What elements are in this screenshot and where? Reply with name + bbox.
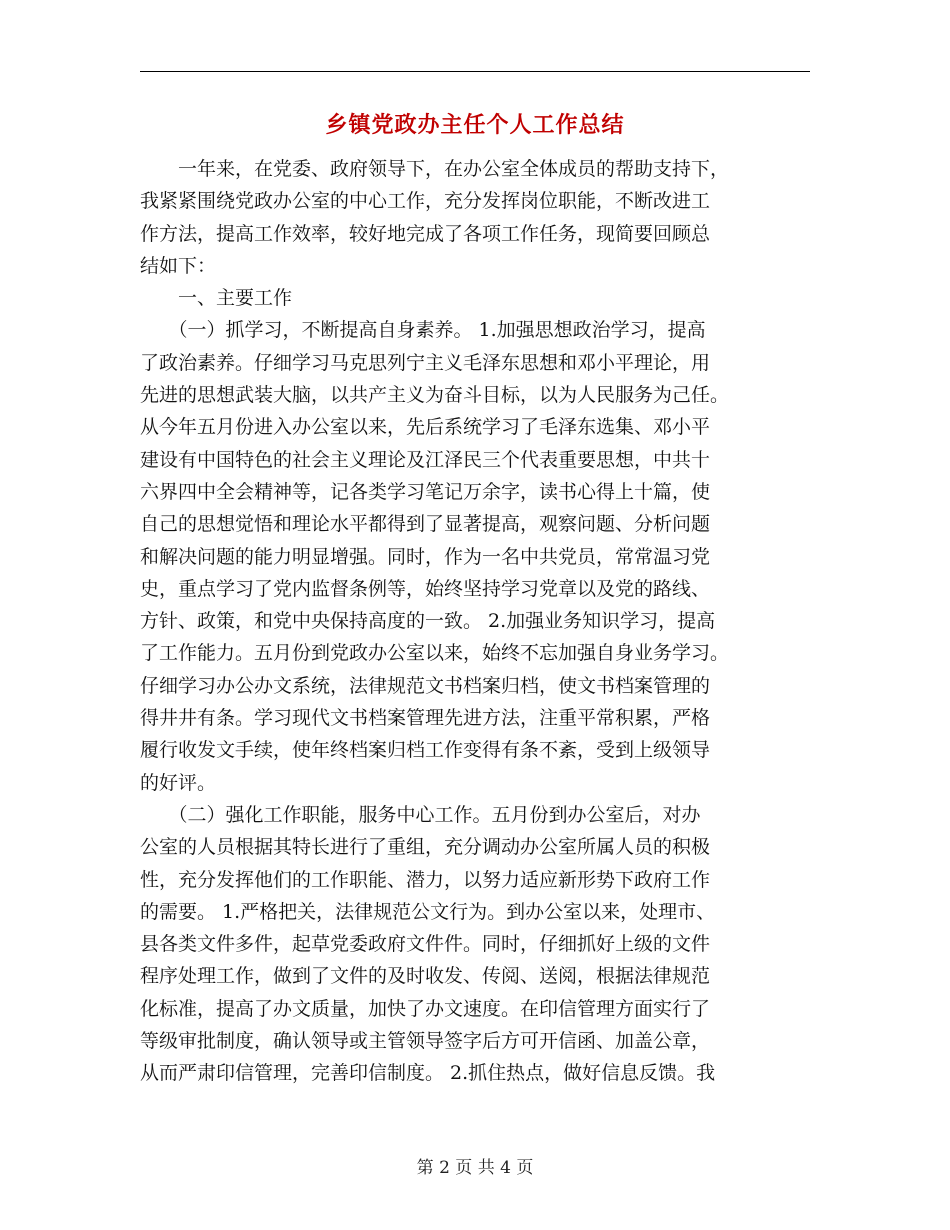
body-line: 从今年五月份进入办公室以来，先后系统学习了毛泽东选集、邓小平 bbox=[140, 416, 711, 439]
body-line: 方针、政策，和党中央保持高度的一致。 2.加强业务知识学习，提高 bbox=[140, 610, 716, 633]
body-line: 仔细学习办公办文系统，法律规范文书档案归档，使文书档案管理的 bbox=[140, 674, 711, 697]
body-line: 等级审批制度，确认领导或主管领导签字后方可开信函、加盖公章， bbox=[140, 1030, 711, 1053]
document-body bbox=[140, 153, 810, 1090]
body-line: 六界四中全会精神等，记各类学习笔记万余字，读书心得上十篇，使 bbox=[140, 480, 711, 503]
body-line: 得井井有条。学习现代文书档案管理先进方法，注重平常积累，严格 bbox=[140, 707, 711, 730]
body-line: 的好评。 bbox=[140, 771, 217, 794]
body-line: 程序处理工作，做到了文件的及时收发、传阅、送阅，根据法律规范 bbox=[140, 965, 711, 988]
body-line: 性，充分发挥他们的工作职能、潜力，以努力适应新形势下政府工作 bbox=[140, 868, 711, 891]
body-line: 建设有中国特色的社会主义理论及江泽民三个代表重要思想，中共十 bbox=[140, 448, 711, 471]
body-line: （一）抓学习，不断提高自身素养。 1.加强思想政治学习，提高 bbox=[140, 319, 706, 342]
body-line: 的需要。 1.严格把关，法律规范公文行为。到办公室以来，处理市、 bbox=[140, 900, 716, 923]
body-line: 和解决问题的能力明显增强。同时，作为一名中共党员，常常温习党 bbox=[140, 545, 711, 568]
body-line: 公室的人员根据其特长进行了重组，充分调动办公室所属人员的积极 bbox=[140, 836, 711, 859]
document-title: 乡镇党政办主任个人工作总结 bbox=[325, 113, 625, 138]
body-line: 了工作能力。五月份到党政办公室以来，始终不忘加强自身业务学习。 bbox=[140, 642, 730, 665]
body-line: 化标准，提高了办文质量，加快了办文速度。在印信管理方面实行了 bbox=[140, 997, 711, 1020]
body-line: 县各类文件多件，起草党委政府文件件。同时，仔细抓好上级的文件 bbox=[140, 933, 711, 956]
section-heading: 一、主要工作 bbox=[140, 287, 293, 310]
body-line: 从而严肃印信管理，完善印信制度。 2.抓住热点，做好信息反馈。我 bbox=[140, 1062, 716, 1085]
body-line: 履行收发文手续，使年终档案归档工作变得有条不紊，受到上级领导 bbox=[140, 739, 711, 762]
body-line: 作方法，提高工作效率，较好地完成了各项工作任务，现简要回顾总 bbox=[140, 222, 711, 245]
header-rule bbox=[140, 71, 810, 72]
body-line: 一年来，在党委、政府领导下，在办公室全体成员的帮助支持下， bbox=[140, 158, 730, 180]
body-line: 了政治素养。仔细学习马克思列宁主义毛泽东思想和邓小平理论，用 bbox=[140, 351, 711, 374]
body-line: 结如下： bbox=[140, 254, 217, 277]
body-line: 先进的思想武装大脑，以共产主义为奋斗目标，以为人民服务为己任。 bbox=[140, 384, 730, 407]
body-line: 我紧紧围绕党政办公室的中心工作，充分发挥岗位职能，不断改进工 bbox=[140, 190, 711, 213]
body-line: （二）强化工作职能，服务中心工作。五月份到办公室后，对办 bbox=[140, 803, 701, 826]
body-line: 史，重点学习了党内监督条例等，始终坚持学习党章以及党的路线、 bbox=[140, 577, 711, 600]
page-number: 第 2 页 共 4 页 bbox=[416, 1158, 534, 1178]
body-line: 自己的思想觉悟和理论水平都得到了显著提高，观察问题、分析问题 bbox=[140, 513, 711, 536]
